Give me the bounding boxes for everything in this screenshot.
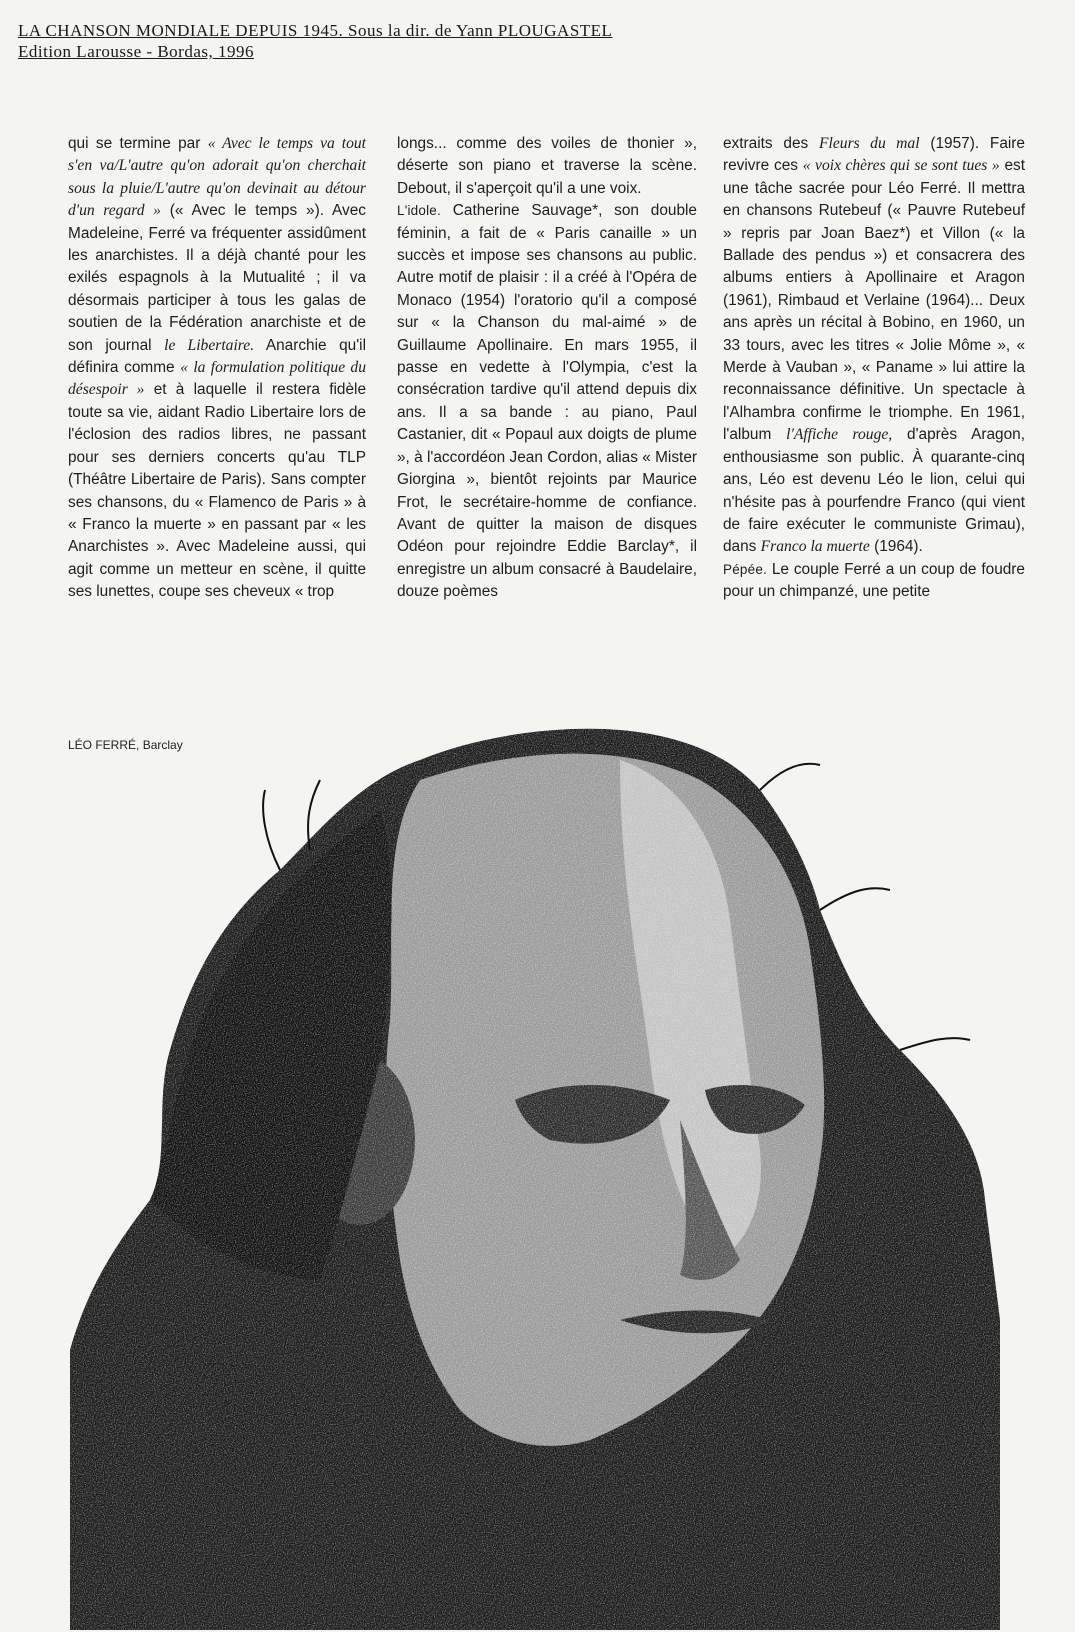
text-run: Catherine Sauvage*, son double féminin, a fait de « Paris canaille » un succès et impose ses chansons au public. Autre motif de plaisir : il a créé à l'Opéra de Monaco (1954) l'oratorio qu'il a composé sur « la Chanson du mal-aimé » de Guillaume Apollinaire. En mars 1955, il passe en vedette à l'Olympia, c'est la consécration tardive qu'il attend depuis dix ans. Il a sa bande : au piano, Paul Castanier, dit « Popaul aux doigts de plume », à l'accordéon Jean Cordon, alias « Mister Giorgina », bientôt rejoints par Maurice Frot, le secrétaire-homme de confiance. Avant de quitter la maison de disques Odéon pour rejoindre Eddie Barclay*, il enregistre un album consacré à Baudelaire, douze poèmes <box>397 202 697 601</box>
paragraph <box>723 133 1025 559</box>
paragraph <box>723 559 1025 604</box>
album-title: l'Affiche rouge, <box>786 426 893 444</box>
text-column-1 <box>68 133 366 604</box>
text-column-2 <box>397 133 697 604</box>
book-citation-header <box>18 20 612 62</box>
paragraph <box>397 200 697 603</box>
text-run: extraits des <box>723 135 820 152</box>
text-run: (1957). Faire revivre ces <box>723 135 1025 175</box>
portrait-photo <box>60 720 1060 1630</box>
text-column-3 <box>723 133 1025 604</box>
publisher-line: Edition Larousse - Bordas, 1996 <box>18 42 254 61</box>
album-title: Franco la muerte <box>760 538 870 556</box>
newspaper-title: le Libertaire. <box>164 336 255 354</box>
section-run-in-heading: Pépée. <box>723 561 767 577</box>
caption-credit: Barclay <box>139 738 183 752</box>
text-run: qui se termine par <box>68 135 208 152</box>
photo-caption <box>68 738 183 752</box>
song-lyric-quote: « Avec le temps va tout s'en va/L'autre qu'on adorait qu'on cherchait sous la pluie/L'autre qu'on devinait au détour d'un regard » <box>68 135 367 220</box>
text-run: et à laquelle il restera fidèle toute sa vie, aidant Radio Libertaire lors de l'éclosion des radios libres, ne passant pour ses derniers concerts qu'au TLP (Théâtre Libertaire de Paris). Sans compter ses chansons, du « Flamenco de Paris » à « Franco la muerte » en passant par « les Anarchistes ». Avec Madeleine aussi, qui agit comme un metteur en scène, il quitte ses lunettes, coupe ses cheveux « trop <box>68 381 366 601</box>
portrait-figure <box>60 720 1060 1630</box>
paragraph: longs... comme des voiles de thonier », déserte son piano et traverse la scène. Debout, il s'aperçoit qu'il a une voix. <box>397 135 697 197</box>
text-run: est une tâche sacrée pour Léo Ferré. Il mettra en chansons Rutebeuf (« Pauvre Rutebeuf » repris par Joan Baez*) et Villon (« la Ballade des pendus ») et consacrera des albums entiers à Apollinaire et Aragon (1961), Rimbaud et Verlaine (1964)... Deux ans après un récital à Bobino, en 1960, un 33 tours, avec les titres « Jolie Môme », « Merde à Vauban », « Paname » lui attire la reconnaissance définitive. Un spectacle à l'Alhambra confirme le triomphe. En 1961, l'album <box>723 157 1025 444</box>
section-run-in-heading: L'idole. <box>397 203 441 219</box>
text-run: (« Avec le temps »). Avec Madeleine, Ferré va fréquenter assidûment les anarchistes. Il a déjà chanté pour les exilés espagnols à la Mutualité ; il va désormais participer à tous les galas de soutien de la Fédération anarchiste et de son journal <box>68 202 366 354</box>
text-run: Le couple Ferré a un coup de foudre pour un chimpanzé, une petite <box>723 560 1025 601</box>
quote: « voix chères qui se sont tues » <box>802 157 1000 175</box>
text-run: (1964). <box>869 538 923 556</box>
paragraph <box>68 133 366 604</box>
caption-subject: LÉO FERRÉ, <box>68 738 140 752</box>
quote: « la formulation politique du désespoir » <box>68 359 366 399</box>
halftone-grain <box>60 720 1060 1630</box>
text-run: Anarchie qu'il définira comme <box>68 336 367 377</box>
book-title-line: LA CHANSON MONDIALE DEPUIS 1945. Sous la dir. de Yann PLOUGASTEL <box>18 21 613 40</box>
album-title: Fleurs du mal <box>819 135 920 152</box>
text-run: d'après Aragon, enthousiasme son public. À quarante-cinq ans, Léo est devenu Léo le lion, celui qui n'hésite pas à pourfendre Franco (qui vient de faire exécuter le communiste Grimau), dans <box>723 426 1025 556</box>
